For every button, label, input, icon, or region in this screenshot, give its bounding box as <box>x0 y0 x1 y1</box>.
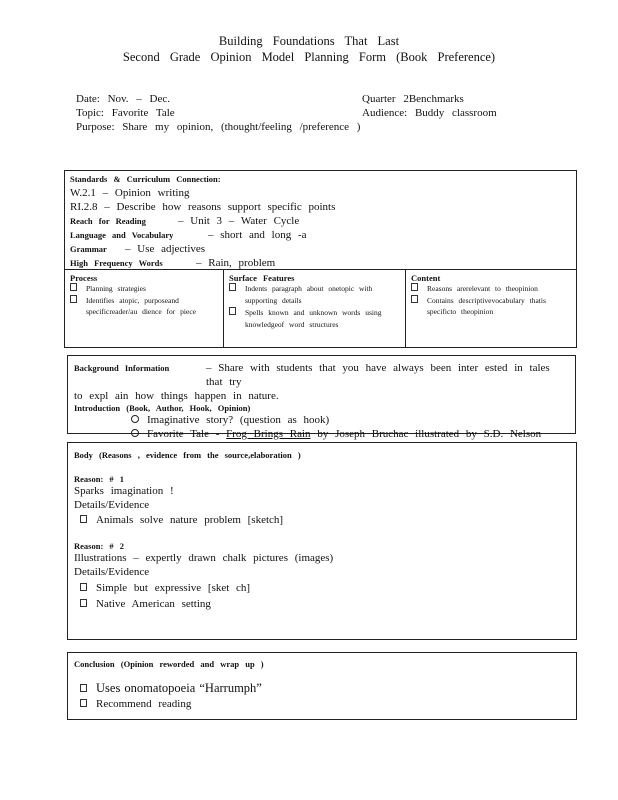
process-item: Identifies atopic, purposeand specificreader/au dience for piece <box>70 295 220 318</box>
introduction-label: Introduction (Book, Author, Hook, Opinion) <box>74 403 251 413</box>
reason-1-item: Animals solve nature problem [sketch] <box>80 513 570 527</box>
checkbox-icon <box>411 295 418 303</box>
checkbox-icon <box>80 599 87 607</box>
standards-box <box>64 170 577 270</box>
checkbox-icon <box>80 583 87 591</box>
hfw-label: High Frequency Words <box>70 258 163 268</box>
checkbox-icon <box>70 283 77 291</box>
reason-2-item: Native American setting <box>80 597 570 611</box>
surface-item: Indents paragraph about onetopic with supporting details <box>229 283 399 306</box>
background-text-cont: to expl ain how things happen in nature. <box>74 390 279 402</box>
reach-row <box>70 214 570 228</box>
content-column <box>411 273 571 347</box>
language-label: Language and Vocabulary <box>70 230 174 240</box>
topic-text: Topic: Favorite Tale <box>76 107 175 119</box>
language-row <box>70 228 570 242</box>
document-subtitle: Second Grade Opinion Model Planning Form (Book Preference) <box>122 50 496 64</box>
circle-bullet-icon <box>131 429 139 437</box>
standard-w: W.2.1 – Opinion writing <box>70 187 190 199</box>
checkbox-icon <box>411 283 418 291</box>
reason-1-text: Sparks imagination ! <box>74 485 174 497</box>
checkbox-icon <box>229 307 236 315</box>
reach-text: – Unit 3 – Water Cycle <box>178 215 300 227</box>
standard-ri: RI.2.8 – Describe how reasons support specific points <box>70 201 336 213</box>
document-title: Building Foundations That Last <box>218 34 400 48</box>
quarter-text: Quarter 2Benchmarks <box>362 93 464 105</box>
book-title: Frog Brings Rain <box>226 428 311 440</box>
intro-item: Favorite Tale - Frog Brings Rain by Joseph Bruchac illustrated by S.D. Nelson <box>131 427 570 441</box>
content-item: Reasons arerelevant to theopinion <box>411 283 571 295</box>
purpose-text: Purpose: Share my opinion, (thought/feeling /preference ) <box>76 121 361 133</box>
conclusion-heading: Conclusion (Opinion reworded and wrap up ) <box>74 659 264 669</box>
grammar-row <box>70 242 570 256</box>
checkbox-icon <box>229 283 236 291</box>
surface-item: Spells known and unknown words using knowledgeof word structures <box>229 307 399 330</box>
body-box <box>67 442 577 640</box>
standards-heading: Standards & Curriculum Connection: <box>70 174 221 184</box>
language-text: – short and long -a <box>208 229 307 241</box>
background-label: Background Information <box>74 363 170 373</box>
checkbox-icon <box>70 295 77 303</box>
body-heading: Body (Reasons , evidence from the source,elaboration ) <box>74 450 301 460</box>
conclusion-box <box>67 652 577 720</box>
background-box <box>67 355 576 440</box>
surface-column <box>229 273 399 347</box>
grammar-label: Grammar <box>70 244 107 254</box>
checkbox-icon <box>80 699 87 707</box>
reason-1-details: Details/Evidence <box>74 499 150 511</box>
column-divider <box>405 270 406 347</box>
reason-2-label: Reason: # 2 <box>74 541 125 551</box>
date-text: Date: Nov. – Dec. <box>76 93 171 105</box>
hfw-text: – Rain, problem <box>196 257 276 269</box>
surface-heading: Surface Features <box>229 273 295 283</box>
background-text: – Share with students that you have always been inter ested in tales that try <box>206 362 550 388</box>
process-column <box>70 273 220 347</box>
background-row <box>74 361 570 389</box>
features-box <box>64 269 577 348</box>
conclusion-item: Uses onomatopoeia “Harrumph” <box>80 681 570 696</box>
reason-2-details: Details/Evidence <box>74 566 150 578</box>
circle-bullet-icon <box>131 415 139 423</box>
reason-1-label: Reason: # 1 <box>74 474 125 484</box>
content-item: Contains descriptivevocabulary thatis specificto theopinion <box>411 295 571 318</box>
reason-2-item: Simple but expressive [sket ch] <box>80 581 570 595</box>
hfw-row <box>70 256 570 270</box>
process-item: Planning strategies <box>70 283 220 295</box>
conclusion-item: Recommend reading <box>80 697 570 711</box>
reason-2-text: Illustrations – expertly drawn chalk pictures (images) <box>74 552 334 564</box>
checkbox-icon <box>80 684 87 692</box>
audience-text: Audience: Buddy classroom <box>362 107 497 119</box>
reach-label: Reach for Reading <box>70 216 146 226</box>
meta-right <box>362 92 497 120</box>
process-heading: Process <box>70 273 98 283</box>
checkbox-icon <box>80 515 87 523</box>
column-divider <box>223 270 224 347</box>
intro-item: Imaginative story? (question as hook) <box>131 413 570 427</box>
meta-left <box>76 92 360 134</box>
content-heading: Content <box>411 273 441 283</box>
grammar-text: – Use adjectives <box>125 243 206 255</box>
